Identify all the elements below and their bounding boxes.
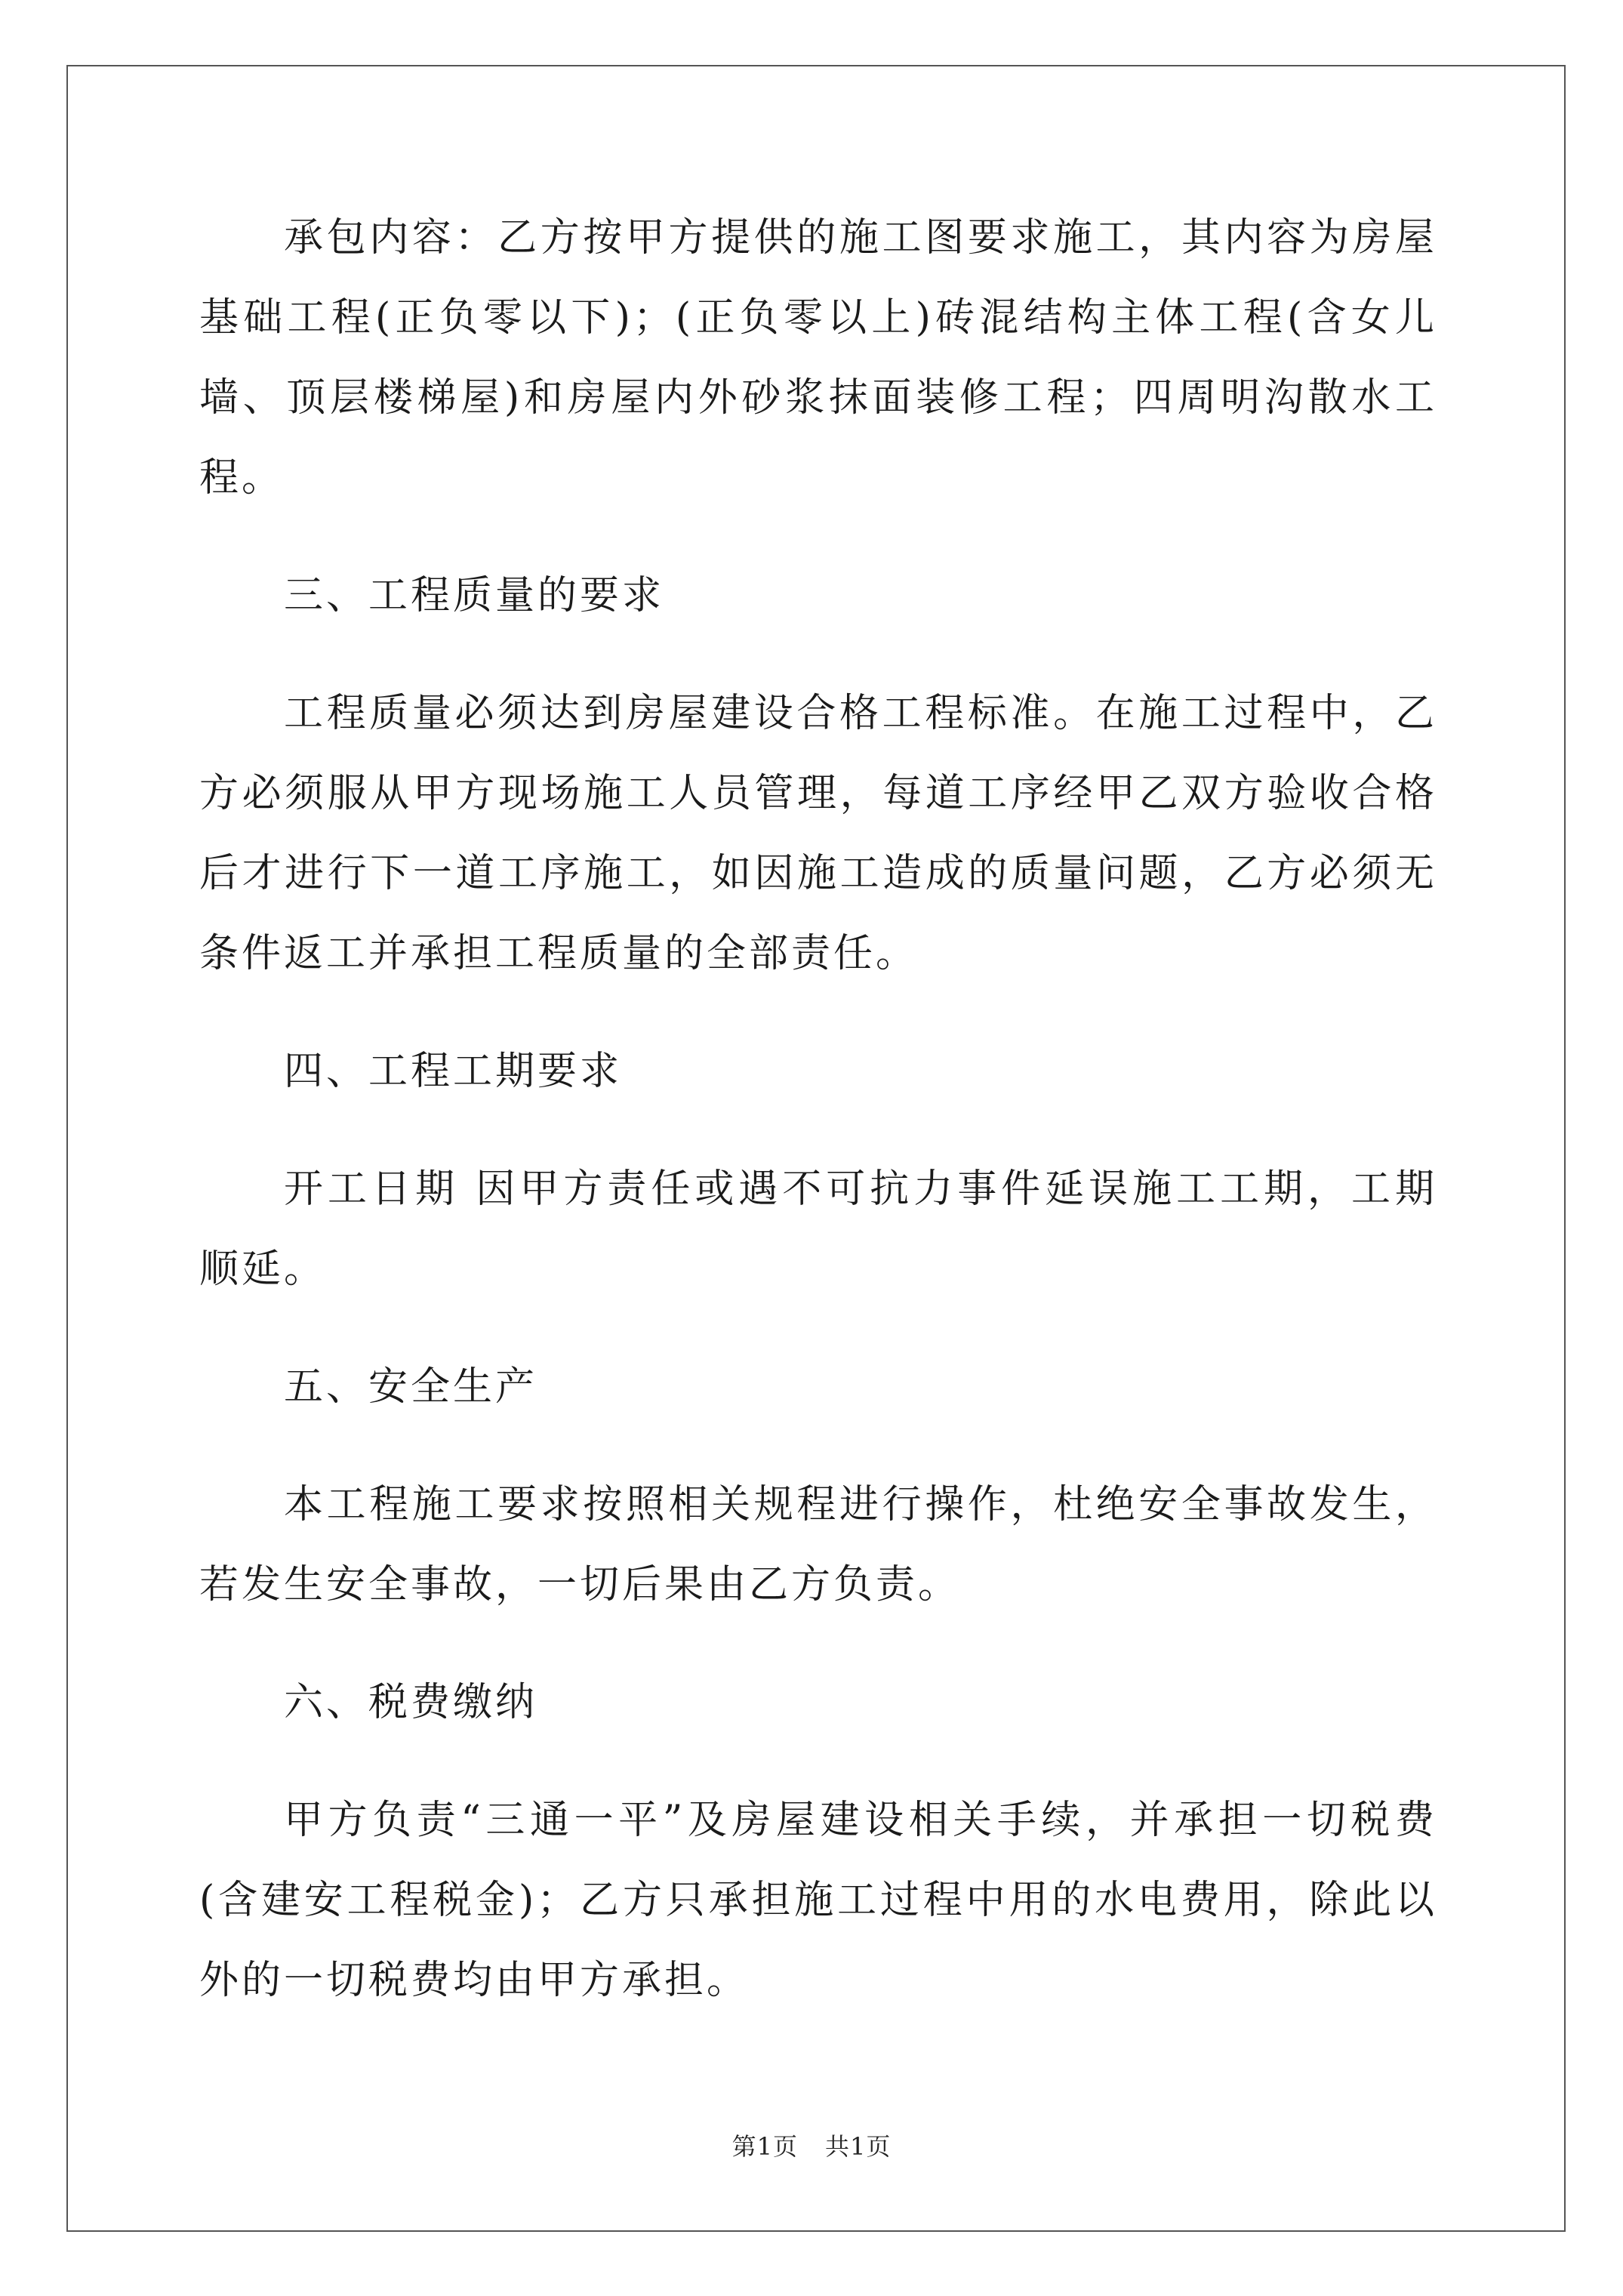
page-number-current: 第1页 <box>731 2132 798 2161</box>
safety-heading: 五、安全生产 <box>284 1364 538 1410</box>
page-number-total: 共1页 <box>825 2132 892 2161</box>
tax-heading: 六、税费缴纳 <box>284 1680 538 1725</box>
safety-paragraph: 本工程施工要求按照相关规程进行操作，杜绝安全事故发生，若发生安全事故，一切后果由乙方负责。 <box>199 1482 1437 1607</box>
schedule-heading: 四、工程工期要求 <box>284 1049 623 1094</box>
quality-heading: 三、工程质量的要求 <box>284 573 665 618</box>
tax-paragraph: 甲方负责“三通一平”及房屋建设相关手续，并承担一切税费(含建安工程税金)；乙方只承担施工过程中用的水电费用，除此以外的一切税费均由甲方承担。 <box>199 1798 1437 2003</box>
scope-paragraph: 承包内容：乙方按甲方提供的施工图要求施工，其内容为房屋基础工程(正负零以下)；(正负零以上)砖混结构主体工程(含女儿墙、顶层楼梯屋)和房屋内外砂浆抹面装修工程；四周明沟散水工程。 <box>199 215 1437 501</box>
schedule-paragraph: 开工日期 因甲方责任或遇不可抗力事件延误施工工期，工期顺延。 <box>199 1166 1437 1292</box>
document-body <box>199 198 1437 2020</box>
page-footer <box>0 2128 1623 2162</box>
quality-paragraph: 工程质量必须达到房屋建设合格工程标准。在施工过程中，乙方必须服从甲方现场施工人员管理，每道工序经甲乙双方验收合格后才进行下一道工序施工，如因施工造成的质量问题，乙方必须无条件返工并承担工程质量的全部责任。 <box>199 691 1437 976</box>
